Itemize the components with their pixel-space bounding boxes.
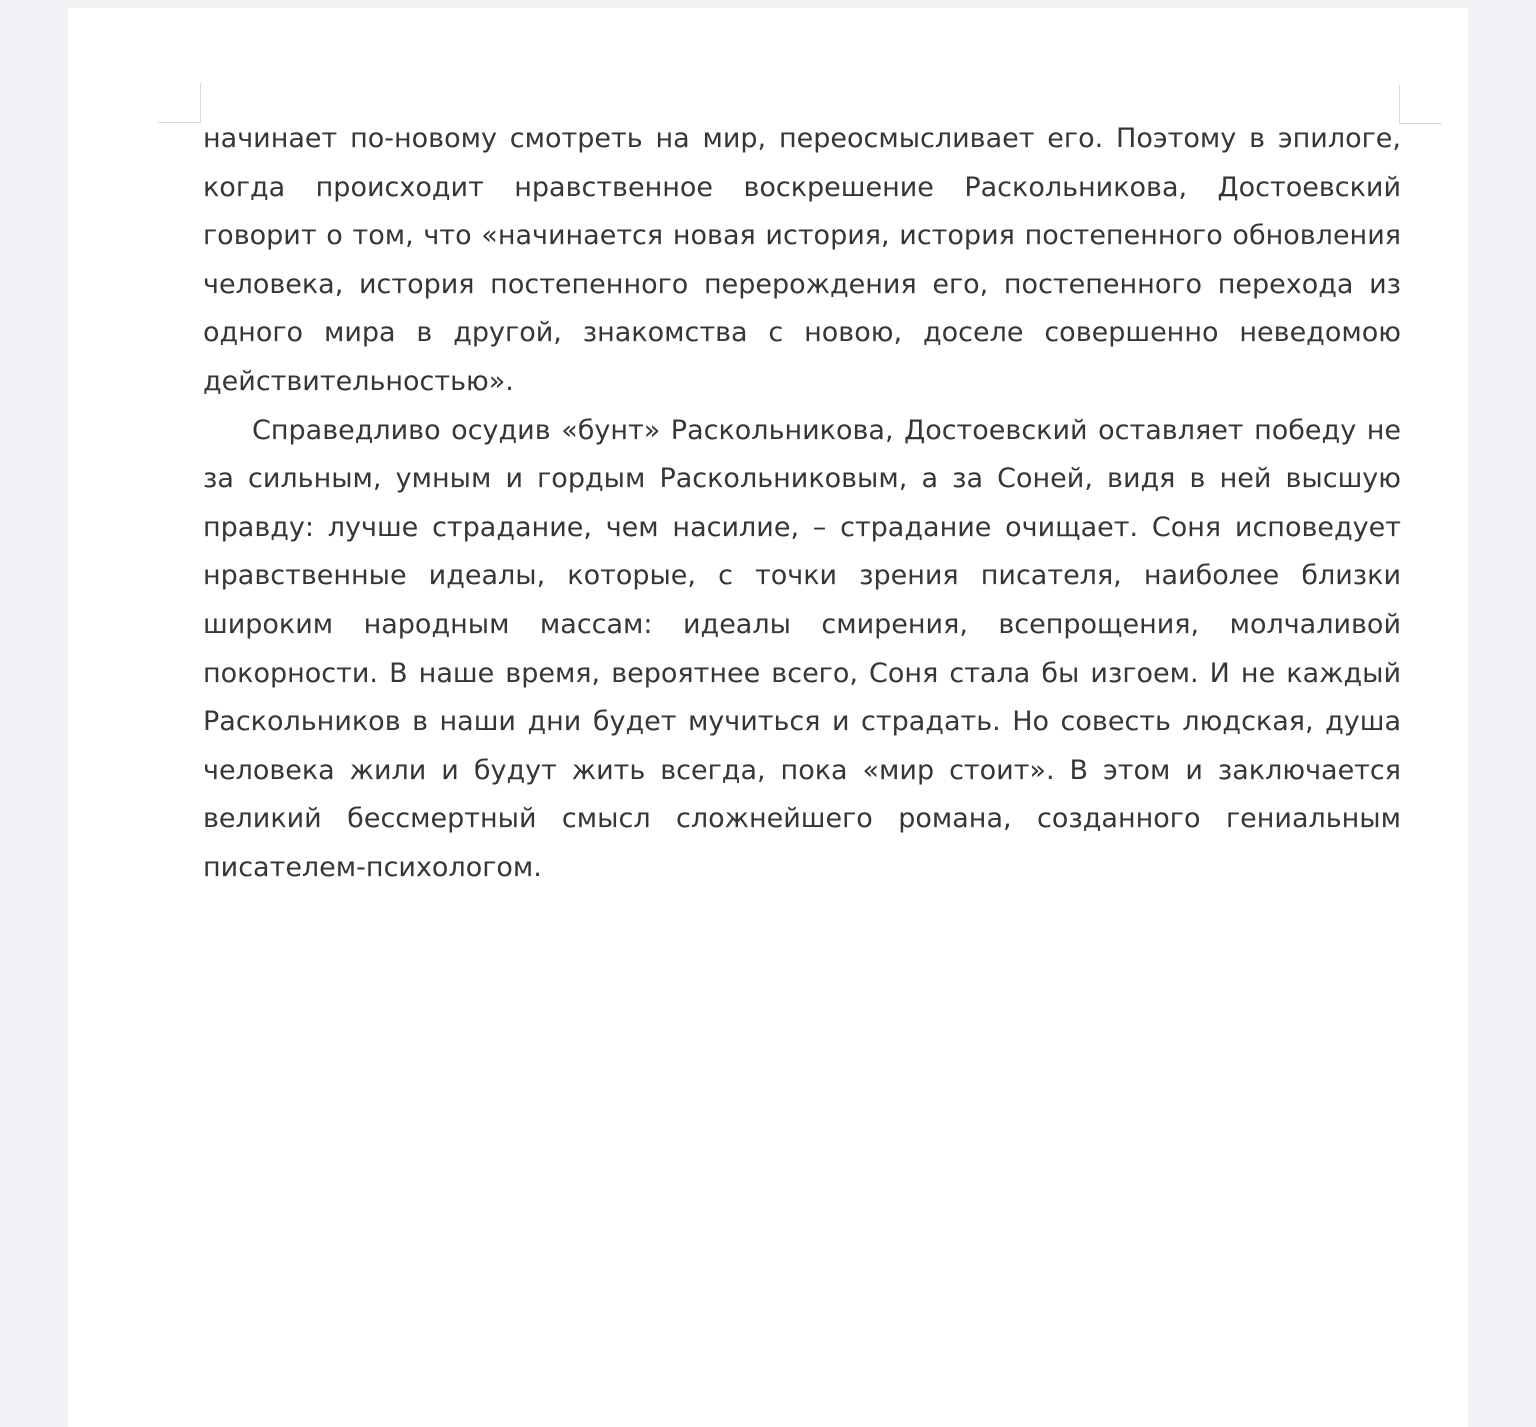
document-page xyxy=(68,8,1468,1427)
document-text-area[interactable] xyxy=(203,115,1401,893)
margin-corner-mark-top-right xyxy=(1399,85,1442,124)
paragraph[interactable]: Справедливо осудив «бунт» Раскольникова, Достоевский оставляет победу не за сильным, умным и гордым Раскольниковым, а за Соней, видя в ней высшую правду: лучше страдание, чем насилие, – страдание очищает. Соня исповедует нравственные идеалы, которые, с точки зрения писателя, наиболее близки широким народным массам: идеалы смирения, всепрощения, молчаливой покорности. В наше время, вероятнее всего, Соня стала бы изгоем. И не каждый Раскольников в наши дни будет мучиться и страдать. Но совесть людская, душа человека жили и будут жить всегда, пока «мир стоит». В этом и заключается великий бессмертный смысл сложнейшего романа, созданного гениальным писателем-психологом. xyxy=(203,414,1401,883)
margin-corner-mark-top-left xyxy=(158,83,201,123)
paragraph-continuation[interactable]: начинает по-новому смотреть на мир, переосмысливает его. Поэтому в эпилоге, когда происходит нравственное воскрешение Раскольникова, Достоевский говорит о том, что «начинается новая история, история постепенного обновления человека, история постепенного перерождения его, постепенного перехода из одного мира в другой, знакомства с новою, доселе совершенно неведомою действительностью». xyxy=(203,123,1401,397)
